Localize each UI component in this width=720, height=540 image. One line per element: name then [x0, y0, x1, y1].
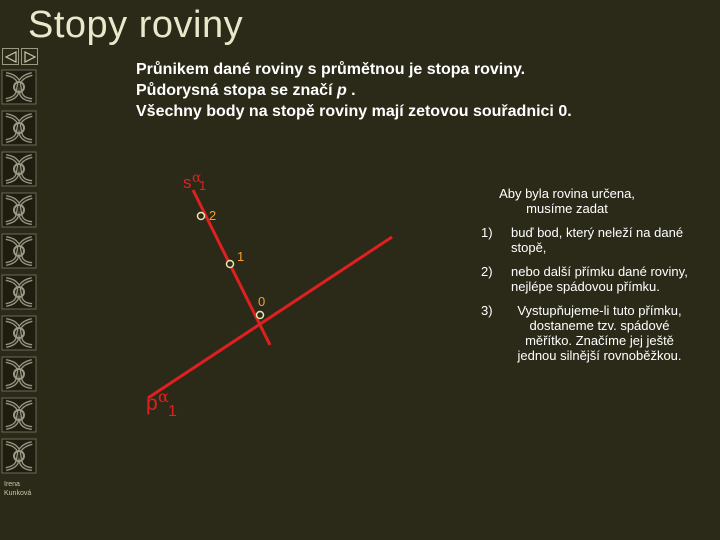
point-1 — [227, 261, 234, 268]
label-s-alpha-1 — [183, 170, 206, 193]
trace-line-p — [148, 237, 392, 398]
point-label-2: 2 — [209, 208, 217, 223]
author-first-name: Irena — [4, 481, 20, 488]
step-text: Vystupňujeme-li tuto přímku, dostaneme tzv. spádové měřítko. Značíme jej ještě jednou silnější rovnoběžkou. — [517, 303, 682, 363]
intro-line-1: Průnikem dané roviny s průmětnou je stopa roviny. — [136, 61, 526, 78]
label-p-sub: 1 — [168, 403, 177, 420]
label-s-alpha: α — [192, 170, 202, 186]
step-number: 2) — [481, 264, 493, 279]
step-item — [478, 264, 688, 294]
step-number: 3) — [481, 303, 493, 318]
point-0 — [257, 312, 264, 319]
step-text: buď bod, který neleží na dané stopě, — [511, 225, 684, 255]
step-item — [478, 303, 688, 363]
steps-panel — [478, 186, 688, 372]
trace-symbol: p — [336, 82, 347, 99]
slide-title: Stopy roviny — [28, 4, 244, 46]
point-2 — [198, 213, 205, 220]
label-s-sub: 1 — [199, 178, 207, 193]
point-label-1: 1 — [237, 249, 245, 264]
steps-lead: Aby byla rovina určena, musíme zadat — [499, 186, 635, 216]
label-p-alpha: α — [158, 387, 169, 406]
step-item — [478, 225, 688, 255]
label-p: p — [146, 392, 158, 415]
point-label-0: 0 — [258, 294, 266, 309]
author-last-name: Kunková — [4, 490, 32, 497]
intro-line-2-post: . — [346, 82, 356, 99]
step-number: 1) — [481, 225, 493, 240]
intro-line-2-pre: Půdorysná stopa se značí — [136, 82, 337, 99]
intro-line-3: Všechny body na stopě roviny mají zetovou souřadnici 0. — [136, 103, 572, 120]
label-s: s — [183, 173, 192, 192]
step-text: nebo další přímku dané roviny, nejlépe spádovou přímku. — [511, 264, 688, 294]
label-p-alpha-1 — [146, 387, 177, 420]
